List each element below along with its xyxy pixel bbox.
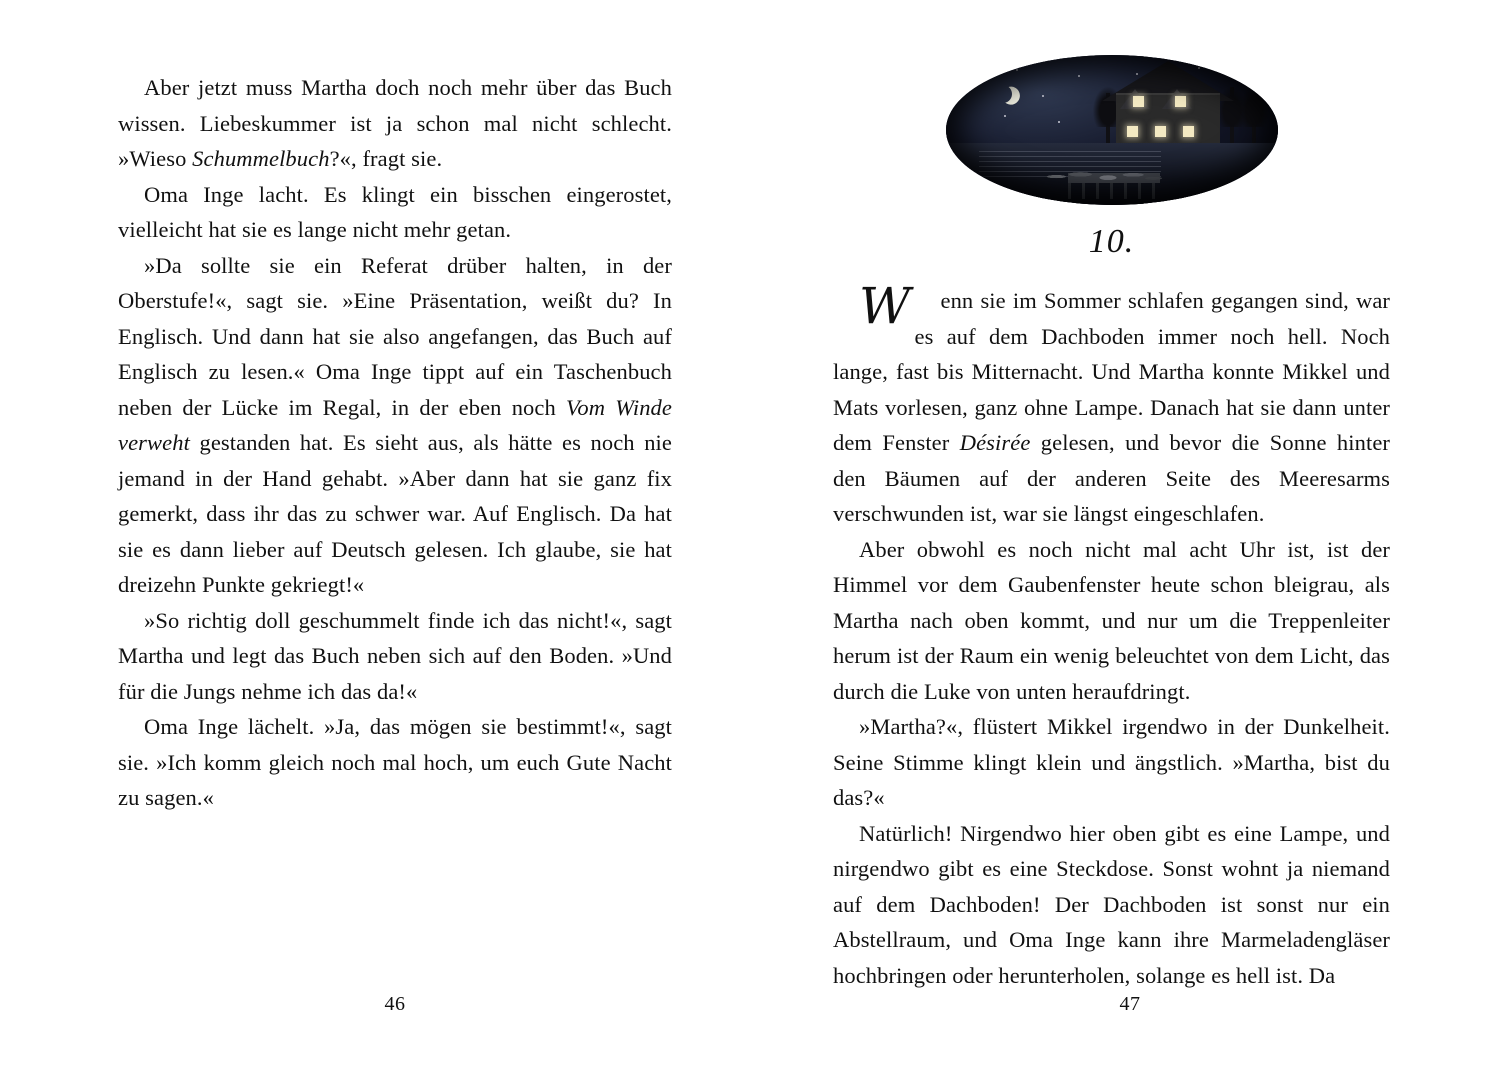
paragraph: Natürlich! Nirgendwo hier oben gibt es eine Lampe, und nirgendwo gibt es eine Steckdose. Sonst wohnt ja niemand auf dem Dachboden! Der Dachboden ist sonst nur ein Abstellraum, und Oma Inge kann ihre Marmeladengläser hochbringen oder herunterholen, solange es hell ist. Da	[833, 820, 1390, 988]
lit-window	[1175, 96, 1186, 107]
lit-window	[1155, 126, 1166, 137]
drop-cap: W	[859, 277, 911, 335]
paragraph: Oma Inge lächelt. »Ja, das mögen sie bestimmt!«, sagt sie. »Ich komm gleich noch mal hoch, um euch Gute Nacht zu sagen.«	[118, 714, 672, 810]
paragraph: »Da sollte sie ein Referat drüber halten, in der Oberstufe!«, sagt sie. »Eine Präsentation, weißt du? In Englisch. Und dann hat sie also angefangen, das Buch auf Englisch zu lesen.« Oma Inge tippt auf ein Taschenbuch neben der Lücke im Regal, in der eben noch Vom Winde verweht gestanden hat. Es sieht aus, als hätte es noch nie jemand in der Hand gehabt. »Aber dann hat sie ganz fix gemerkt, dass ihr das zu schwer war. Auf Englisch. Da hat sie es dann lieber auf Deutsch gelesen. Ich glaube, sie hat dreizehn Punkte gekriegt!«	[118, 252, 672, 597]
lit-window	[1133, 96, 1144, 107]
tree	[1252, 101, 1256, 149]
page-number-right: 47	[1119, 993, 1141, 1015]
right-page	[750, 0, 1500, 1086]
page-number-left: 46	[384, 993, 406, 1015]
tree	[1106, 93, 1110, 149]
paragraph: W enn sie im Sommer schlafen gegangen sind, war es auf dem Dachboden immer noch hell. Noch lange, fast bis Mitternacht. Und Martha konnte Mikkel und Mats vorlesen, ganz ohne Lampe. Danach hat sie dann unter dem Fenster Désirée gelesen, und bevor die Sonne hinter den Bäumen auf der anderen Seite des Meeresarms verschwunden ist, war sie längst eingeschlafen.	[833, 277, 1390, 526]
chapter-illustration-wrap	[833, 55, 1390, 205]
right-page-text-block	[833, 277, 1390, 993]
night-cottage-illustration	[946, 55, 1278, 205]
italic-title: Désirée	[959, 430, 1031, 455]
paragraph: Aber jetzt muss Martha doch noch mehr über das Buch wissen. Liebeskummer ist ja schon mal nicht schlecht. »Wieso Schummelbuch?«, fragt sie.	[118, 75, 672, 171]
italic-title: Schummelbuch	[192, 146, 330, 171]
italic-title: Vom Winde verweht	[118, 394, 672, 455]
paragraph: Oma Inge lacht. Es klingt ein bisschen eingerostet, vielleicht hat sie es lange nicht mehr getan.	[118, 181, 672, 242]
paragraph: »So richtig doll geschummelt finde ich das nicht!«, sagt Martha und legt das Buch neben sich auf den Boden. »Und für die Jungs nehme ich das da!«	[118, 607, 672, 704]
lit-window	[1183, 126, 1194, 137]
left-page-text-block	[118, 70, 672, 816]
paragraph: »Martha?«, flüstert Mikkel irgendwo in der Dunkelheit. Seine Stimme klingt klein und ängstlich. »Martha, bist du das?«	[833, 714, 1390, 810]
chapter-number: 10.	[1088, 223, 1135, 260]
lit-window	[1127, 126, 1138, 137]
rocks	[1042, 159, 1162, 181]
paragraph: Aber obwohl es noch nicht mal acht Uhr ist, ist der Himmel vor dem Gaubenfenster heute schon bleigrau, als Martha nach oben kommt, und nur um die Treppenleiter herum ist der Raum ein wenig beleuchtet von dem Licht, das durch die Luke von unten heraufdringt.	[833, 536, 1390, 704]
